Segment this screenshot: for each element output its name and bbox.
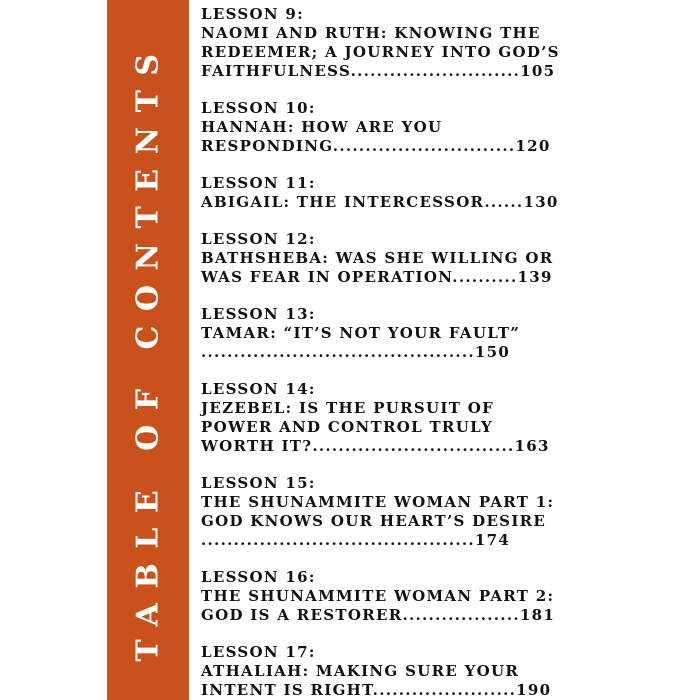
lesson-title-line: WORTH IT?...............................163: [201, 437, 550, 455]
lesson-number: LESSON 11:: [201, 174, 316, 192]
table-of-contents: [201, 5, 581, 700]
lesson-title-line: GOD IS A RESTORER..................181: [201, 606, 556, 624]
lesson-number: LESSON 9:: [201, 5, 304, 23]
lesson-number: LESSON 12:: [201, 230, 316, 248]
lesson-title-line: NAOMI AND RUTH: KNOWING THE: [201, 24, 541, 42]
lesson-title-line: HANNAH: HOW ARE YOU: [201, 118, 443, 136]
toc-entry: [201, 380, 581, 456]
lesson-title-line: JEZEBEL: IS THE PURSUIT OF: [201, 399, 495, 417]
toc-entry: [201, 230, 581, 287]
lesson-title-line: ..........................................150: [201, 343, 511, 361]
lesson-title-line: ..........................................174: [201, 531, 511, 549]
lesson-title-line: ATHALIAH: MAKING SURE YOUR: [201, 662, 520, 680]
lesson-number: LESSON 13:: [201, 305, 316, 323]
lesson-title-line: ABIGAIL: THE INTERCESSOR......130: [201, 193, 559, 211]
lesson-title-line: BATHSHEBA: WAS SHE WILLING OR: [201, 249, 554, 267]
lesson-title-line: REDEEMER; A JOURNEY INTO GOD’S: [201, 43, 560, 61]
sidebar-title-container: [107, 0, 189, 700]
toc-entry: [201, 174, 581, 212]
toc-entry: [201, 568, 581, 625]
toc-entry: [201, 305, 581, 362]
lesson-number: LESSON 10:: [201, 99, 316, 117]
toc-entry: [201, 99, 581, 156]
lesson-number: LESSON 17:: [201, 643, 316, 661]
sidebar-title: TABLE OF CONTENTS: [130, 38, 166, 662]
lesson-title-line: TAMAR: “IT’S NOT YOUR FAULT”: [201, 324, 521, 342]
lesson-title-line: WAS FEAR IN OPERATION..........139: [201, 268, 553, 286]
toc-entry: [201, 643, 581, 700]
lesson-title-line: GOD KNOWS OUR HEART’S DESIRE: [201, 512, 547, 530]
lesson-title-line: RESPONDING............................120: [201, 137, 551, 155]
lesson-title-line: THE SHUNAMMITE WOMAN PART 2:: [201, 587, 555, 605]
lesson-number: LESSON 16:: [201, 568, 316, 586]
toc-entry: [201, 5, 581, 81]
lesson-title-line: FAITHFULNESS..........................105: [201, 62, 556, 80]
lesson-title-line: THE SHUNAMMITE WOMAN PART 1:: [201, 493, 555, 511]
lesson-number: LESSON 14:: [201, 380, 316, 398]
lesson-title-line: INTENT IS RIGHT......................190: [201, 681, 552, 699]
toc-entry: [201, 474, 581, 550]
lesson-number: LESSON 15:: [201, 474, 316, 492]
lesson-title-line: POWER AND CONTROL TRULY: [201, 418, 493, 436]
